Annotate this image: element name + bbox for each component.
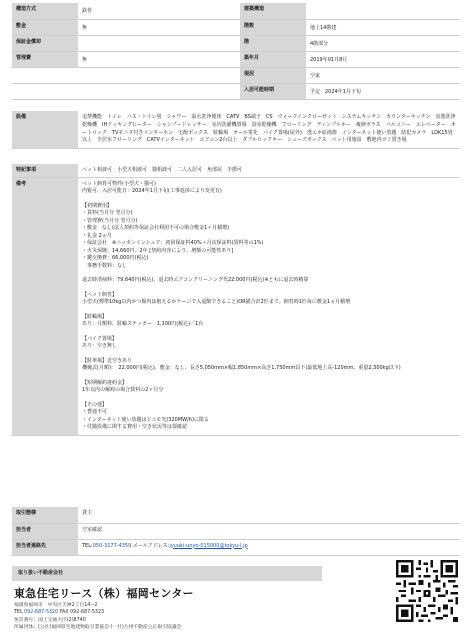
remarks-paragraph: 【ペット飼育】 小型犬(標準10kg以内かつ館内は抱えるかケージで入退館できること)OR猫合計2匹まで。飼育時1匹毎に敷金1ヵ月積増 <box>82 291 351 306</box>
agency-fax: FAX 092-687-5323 <box>59 610 105 616</box>
summary-value-right <box>306 3 460 19</box>
summary-gap <box>230 51 240 67</box>
staff-label: 担当者 <box>12 523 78 539</box>
summary-row <box>12 67 460 83</box>
remarks-row <box>12 177 460 435</box>
summary-label-right: 階 <box>240 35 306 51</box>
agency-block <box>12 566 322 631</box>
email-link[interactable]: jyuuki-unyo-015000@tokyu-l.jp <box>169 542 248 549</box>
staff-value: 空室確認 <box>78 523 460 539</box>
summary-label-left: 保証金償却 <box>12 35 78 51</box>
special-value: ペット相談可 小型犬相談可 猫相談可 二人入居可 角部屋 手摺可 <box>78 164 460 177</box>
summary-label-right: 入居可能時期 <box>240 83 306 99</box>
equipment-table <box>12 111 460 149</box>
equipment-label: 設備 <box>12 111 78 149</box>
remarks-paragraph: 【駐車場】近空きあり 機械式(月額)： 22,000円(税込)、敷金：なし、長さ5,050mm×幅1,850mm×高さ1,750mm以下(最低地上高-120mm、重量2,300kg以下) <box>82 357 401 372</box>
summary-label-left: 管理費 <box>12 51 78 67</box>
mail-label: メールアドレス: <box>132 542 170 549</box>
summary-value-right: 地上14階建 <box>306 19 460 35</box>
agency-address: 福岡県福岡市 中央区天神2丁目14−2 <box>14 602 98 608</box>
agency-name: 東急住宅リース（株）福岡センター <box>14 586 194 600</box>
agency-association: 所属団体：(公社)福岡県宅地建物取引業協会 (一社)九州不動産公正取引協議会 <box>14 625 182 630</box>
special-remarks-table <box>12 164 460 436</box>
summary-row <box>12 83 460 99</box>
remarks-paragraph: 【駐輪場】 あり：月額料、駐輪ステッカー 1,100円(税込)／1台 <box>82 313 204 328</box>
contact-label: 担当者連絡先 <box>12 539 78 555</box>
agency-heading: 取り扱い不動産会社 <box>12 566 322 581</box>
summary-value-left: 無 <box>78 19 230 35</box>
remarks-paragraph: ペット飼育可物件(小型犬・猫可) 内覧可、入居可能日：2024年1月下旬(工事進捗により変更有) <box>82 180 222 195</box>
summary-gap <box>230 35 240 51</box>
summary-label-right: 現況 <box>240 67 306 83</box>
agency-phone-line <box>14 610 322 616</box>
summary-gap <box>230 67 240 83</box>
summary-value-left: 無 <box>78 51 230 67</box>
contact-value <box>78 539 460 555</box>
deal-type-value: 貸主 <box>78 507 460 523</box>
summary-label-left: 構造方式 <box>12 3 78 19</box>
remarks-paragraph: 【その他】 ・豊通不可 ・インターネット使い放題はドコモ光(320MW/h)に限る ・付随設備に関する費用・空き状況等は要確認 <box>82 401 209 431</box>
summary-row <box>12 51 460 67</box>
summary-value-left: 鉄骨 <box>78 3 230 19</box>
summary-value-left <box>78 35 230 51</box>
summary-label-left <box>12 83 78 99</box>
special-row <box>12 164 460 177</box>
remarks-value <box>78 177 460 435</box>
tel-link[interactable]: 050-3177-4359 <box>92 542 132 549</box>
summary-label-right: 階数 <box>240 19 306 35</box>
summary-label-left <box>12 67 78 83</box>
remarks-paragraph: 退去時清掃料：79,640円(税込)、退去時エアコンクリーニング代22,000円(税込)※ともに退去時精算 <box>82 277 309 284</box>
summary-value-left <box>78 83 230 99</box>
equipment-row <box>12 111 460 149</box>
summary-label-right: 建築構造 <box>240 3 306 19</box>
summary-gap <box>230 83 240 99</box>
remarks-label: 備考 <box>12 177 78 435</box>
summary-row <box>12 35 460 51</box>
staff-row <box>12 523 460 539</box>
tel-label: TEL: <box>82 542 93 549</box>
summary-label-right: 築年月 <box>240 51 306 67</box>
agency-license: 免許番号：国土交通大臣(2)8740 <box>14 617 86 623</box>
contact-table <box>12 507 460 556</box>
special-label: 特記事項 <box>12 164 78 177</box>
remarks-paragraph: 【初期費用】 ・賃料(当月分 翌月分) ・管理費(当月分 翌月分) ・敷金 なし(法人契約等保証会社利用不可の場合敷金1ヶ月積増) ・礼金 2ヵ月 ・保証会社 ※ニッポンインシュア：初回保証料40%＋月次保証料(賃料等の1%) ・火災保険：14,660円／2年 [契約内容により、増額の可能性あり] ・鍵交換費：66,000円(税込) 事務手数料：なし <box>82 202 264 269</box>
summary-row <box>12 3 460 19</box>
summary-label-left: 敷金 <box>12 19 78 35</box>
deal-type-label: 取引態様 <box>12 507 78 523</box>
equipment-value: 追焚機能 トイレ バス・トイレ別 シャワー 温水洗浄便座 CATV BS端子 CS ウォークインクローゼット システムキッチン カウンターキッチン 食器洗浄乾燥機 IHクッキングヒーター シャンプードレッサー 室内洗濯機置場 浴室乾燥機 フローリング ディンプルキー 複層ガラス バルコニー エレベーター オートロック TVモニタ付きインターホン 宅配ボックス 駐輪場 オール電化 バイク置場(屋外) 透エネ給湯器 インターネット使い放題 防犯カメラ LDK15畳以上 全居室フローリング CATVインターネット エアコン2台以上 ダブルロックキー シューズボックス ベット用施設 敷地内ゴミ置き場 <box>78 111 460 149</box>
agency-tel-label: TEL <box>14 610 23 616</box>
remarks-paragraph: 【短期解約違約金】 1年以内の解約の場合賃料の2ヶ月分 <box>82 379 164 394</box>
summary-value-right: 2019年01月8月 <box>306 51 460 67</box>
summary-gap <box>230 3 240 19</box>
deal-type-row <box>12 507 460 523</box>
summary-value-right: 空家 <box>306 67 460 83</box>
agency-tel-link[interactable]: 092-687-5320 <box>24 610 59 616</box>
summary-value-right: 予定 2024年1月下旬 <box>306 83 460 99</box>
summary-table <box>12 3 460 100</box>
remarks-paragraph: 【バイク置場】 あり：空き無し <box>82 335 118 350</box>
summary-value-right: 4階部分 <box>306 35 460 51</box>
summary-value-left <box>78 67 230 83</box>
summary-row <box>12 19 460 35</box>
contact-row <box>12 539 460 555</box>
qr-code-icon <box>396 560 458 622</box>
summary-gap <box>230 19 240 35</box>
